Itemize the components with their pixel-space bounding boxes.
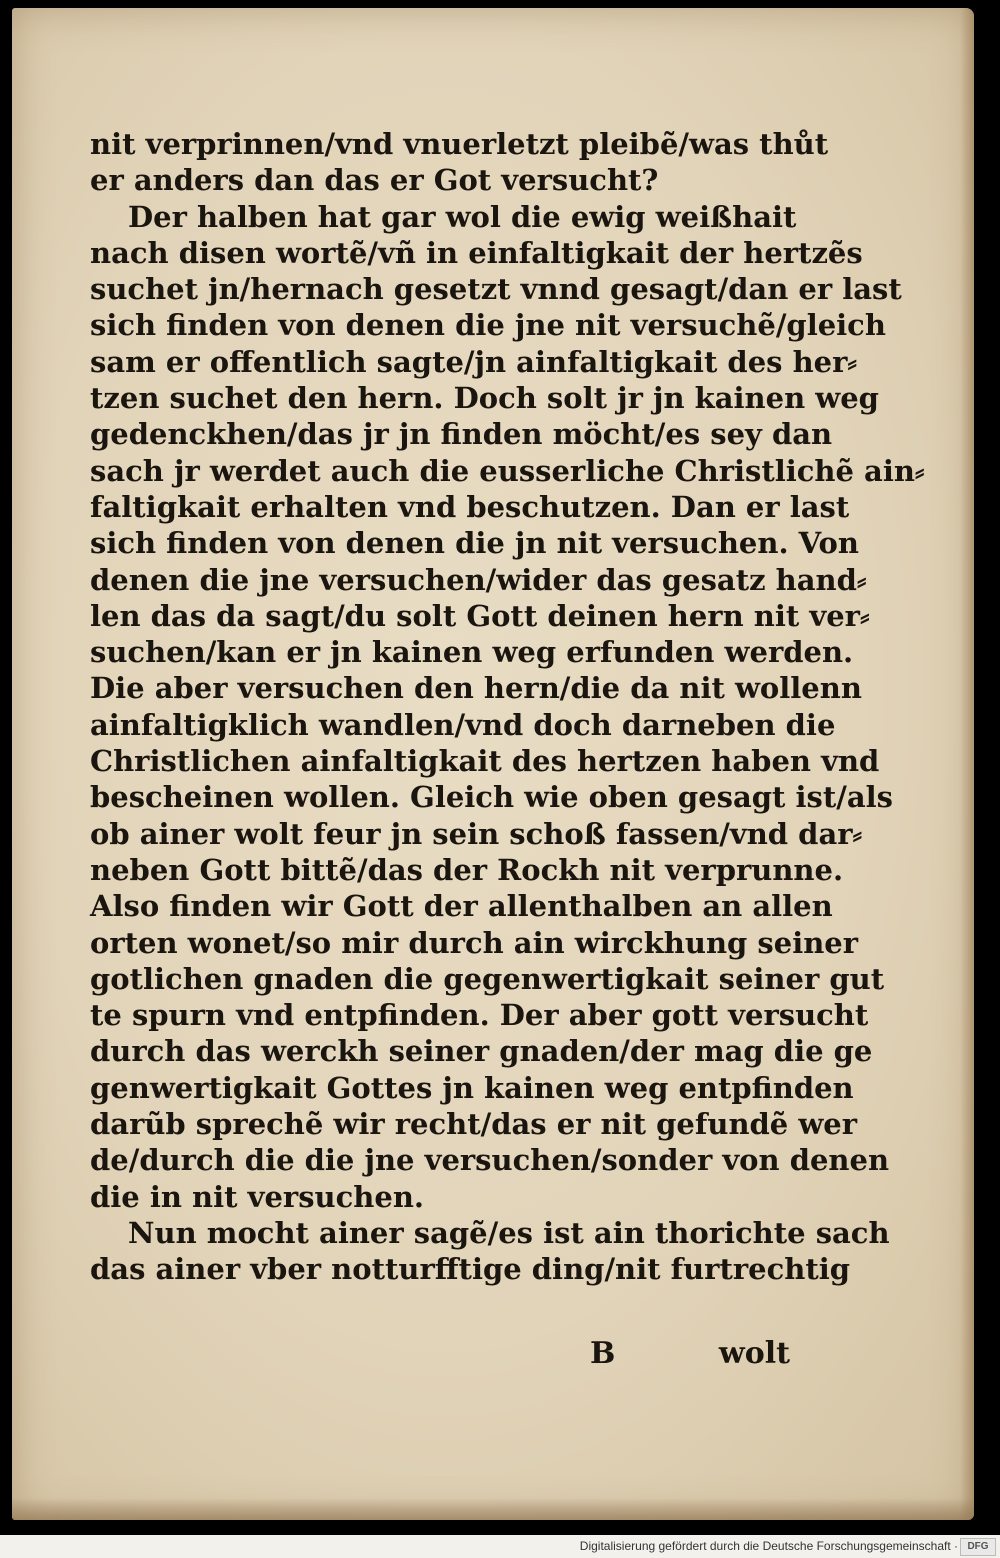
digitization-footer bbox=[0, 1535, 1000, 1558]
text-line: gedenckhen/das jr jn finden möcht/es sey dan bbox=[90, 417, 833, 452]
footer-credit-text: Digitalisierung gefördert durch die Deutsche Forschungsgemeinschaft · bbox=[579, 1539, 958, 1553]
text-line: te spurn vnd entpfinden. Der aber gott versucht bbox=[90, 998, 869, 1033]
text-line: sach jr werdet auch die eusserliche Christlichẽ ain⸗ bbox=[90, 453, 925, 488]
text-line: er anders dan das er Got versucht? bbox=[90, 163, 659, 198]
text-line: darũb sprechẽ wir recht/das er nit gefundẽ wer bbox=[90, 1107, 858, 1142]
text-line: bescheinen wollen. Gleich wie oben gesagt ist/als bbox=[90, 780, 893, 815]
text-line: gotlichen gnaden die gegenwertigkait seiner gut bbox=[90, 961, 885, 996]
dfg-logo: DFG bbox=[960, 1538, 996, 1556]
text-line: tzen suchet den hern. Doch solt jr jn kainen weg bbox=[90, 381, 879, 416]
text-line: genwertigkait Gottes jn kainen weg entpfinden bbox=[90, 1070, 854, 1105]
text-line: das ainer vber notturfftige ding/nit furtrechtig bbox=[90, 1252, 851, 1287]
signature-mark: B bbox=[590, 1336, 616, 1371]
text-line: orten wonet/so mir durch ain wirckhung seiner bbox=[90, 925, 859, 960]
page-bottom-shadow bbox=[12, 1498, 974, 1520]
text-line: Christlichen ainfaltigkait des hertzen haben vnd bbox=[90, 744, 880, 779]
text-line: Nun mocht ainer sagẽ/es ist ain thorichte sach bbox=[128, 1215, 890, 1250]
text-line: durch das werckh seiner gnaden/der mag die ge bbox=[90, 1034, 873, 1069]
page-edge-shadow bbox=[960, 8, 974, 1520]
book-page bbox=[12, 8, 974, 1520]
text-line: faltigkait erhalten vnd beschutzen. Dan er last bbox=[90, 489, 850, 524]
text-line: denen die jne versuchen/wider das gesatz hand⸗ bbox=[90, 562, 867, 597]
text-line: sich finden von denen die jn nit versuchen. Von bbox=[90, 526, 859, 561]
text-line: Also finden wir Gott der allenthalben an allen bbox=[90, 889, 833, 924]
text-line: neben Gott bittẽ/das der Rockh nit verprunne. bbox=[90, 852, 844, 887]
text-line: de/durch die die jne versuchen/sonder von denen bbox=[90, 1143, 890, 1178]
text-line: Die aber versuchen den hern/die da nit wollenn bbox=[90, 671, 862, 706]
catchword: wolt bbox=[718, 1336, 790, 1371]
text-line: len das da sagt/du solt Gott deinen hern nit ver⸗ bbox=[90, 598, 870, 633]
text-line: ainfaltigklich wandlen/vnd doch darneben die bbox=[90, 707, 836, 742]
text-line: sam er offentlich sagte/jn ainfaltigkait des her⸗ bbox=[90, 344, 858, 379]
text-line: nach disen wortẽ/vñ in einfaltigkait der hertzẽs bbox=[90, 235, 863, 270]
text-line: sich finden von denen die jne nit versuchẽ/gleich bbox=[90, 308, 886, 343]
text-line: nit verprinnen/vnd vnuerletzt pleibẽ/was thůt bbox=[90, 127, 829, 161]
text-line: Der halben hat gar wol die ewig weißhait bbox=[128, 199, 797, 234]
text-line: ob ainer wolt feur jn sein schoß fassen/vnd dar⸗ bbox=[90, 816, 863, 851]
page-text-block bbox=[90, 126, 925, 1288]
page-foot-line bbox=[90, 1336, 790, 1376]
text-line: suchen/kan er jn kainen weg erfunden werden. bbox=[90, 635, 854, 670]
text-line: suchet jn/hernach gesetzt vnnd gesagt/dan er last bbox=[90, 272, 902, 307]
text-line: die in nit versuchen. bbox=[90, 1179, 424, 1214]
